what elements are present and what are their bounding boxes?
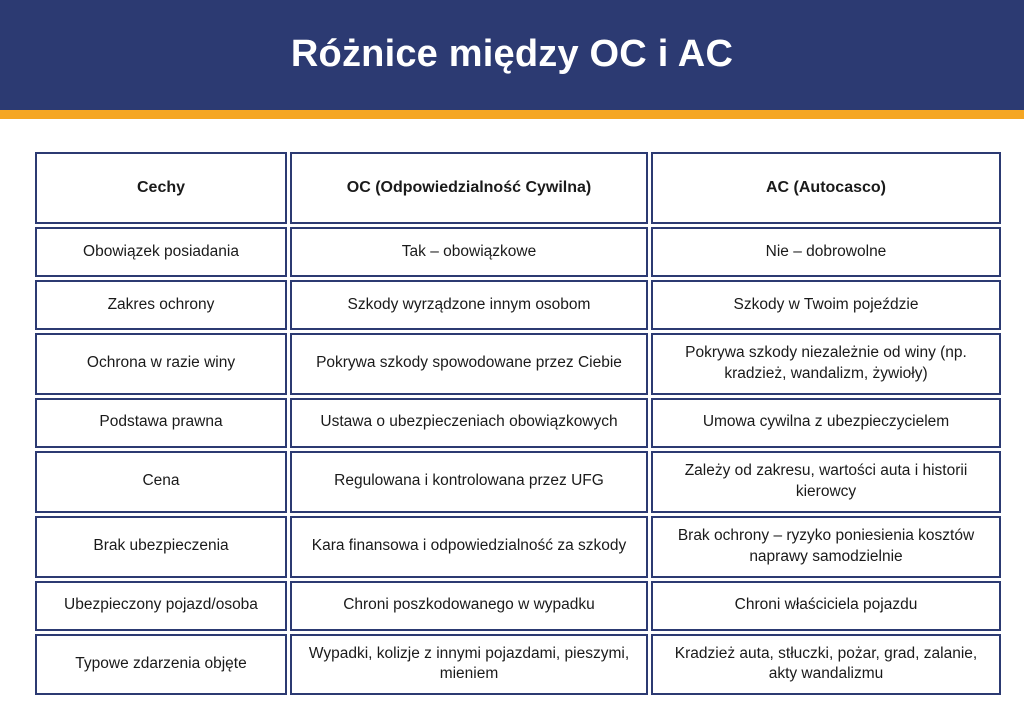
- column-header-feature: Cechy: [35, 152, 287, 224]
- cell-feature: Brak ubezpieczenia: [35, 516, 287, 578]
- slide-header: [0, 0, 1024, 110]
- cell-feature: Podstawa prawna: [35, 398, 287, 448]
- table-header: [35, 152, 1001, 224]
- cell-ac: Kradzież auta, stłuczki, pożar, grad, zalanie, akty wandalizmu: [651, 634, 1001, 696]
- cell-oc: Tak – obowiązkowe: [290, 227, 648, 277]
- cell-oc: Regulowana i kontrolowana przez UFG: [290, 451, 648, 513]
- table-row: [35, 634, 1001, 696]
- table-row: [35, 451, 1001, 513]
- column-header-oc: OC (Odpowiedzialność Cywilna): [290, 152, 648, 224]
- accent-divider: [0, 110, 1024, 119]
- page-title: Różnice między OC i AC: [290, 33, 734, 76]
- cell-oc: Pokrywa szkody spowodowane przez Ciebie: [290, 333, 648, 395]
- table-row: [35, 333, 1001, 395]
- table-row: [35, 581, 1001, 631]
- comparison-table: [32, 149, 1004, 698]
- cell-ac: Brak ochrony – ryzyko poniesienia kosztów naprawy samodzielnie: [651, 516, 1001, 578]
- cell-feature: Typowe zdarzenia objęte: [35, 634, 287, 696]
- cell-feature: Obowiązek posiadania: [35, 227, 287, 277]
- column-header-ac: AC (Autocasco): [651, 152, 1001, 224]
- cell-oc: Kara finansowa i odpowiedzialność za szkody: [290, 516, 648, 578]
- cell-feature: Cena: [35, 451, 287, 513]
- cell-oc: Ustawa o ubezpieczeniach obowiązkowych: [290, 398, 648, 448]
- cell-feature: Ochrona w razie winy: [35, 333, 287, 395]
- cell-ac: Pokrywa szkody niezależnie od winy (np. kradzież, wandalizm, żywioły): [651, 333, 1001, 395]
- cell-ac: Chroni właściciela pojazdu: [651, 581, 1001, 631]
- table-row: [35, 280, 1001, 330]
- table-row: [35, 516, 1001, 578]
- cell-ac: Nie – dobrowolne: [651, 227, 1001, 277]
- cell-feature: Zakres ochrony: [35, 280, 287, 330]
- cell-oc: Chroni poszkodowanego w wypadku: [290, 581, 648, 631]
- table-row: [35, 398, 1001, 448]
- table-header-row: [35, 152, 1001, 224]
- cell-oc: Wypadki, kolizje z innymi pojazdami, pieszymi, mieniem: [290, 634, 648, 696]
- table-body: [35, 227, 1001, 695]
- cell-ac: Umowa cywilna z ubezpieczycielem: [651, 398, 1001, 448]
- cell-oc: Szkody wyrządzone innym osobom: [290, 280, 648, 330]
- comparison-table-container: [0, 119, 1024, 698]
- cell-feature: Ubezpieczony pojazd/osoba: [35, 581, 287, 631]
- cell-ac: Zależy od zakresu, wartości auta i historii kierowcy: [651, 451, 1001, 513]
- cell-ac: Szkody w Twoim pojeździe: [651, 280, 1001, 330]
- table-row: [35, 227, 1001, 277]
